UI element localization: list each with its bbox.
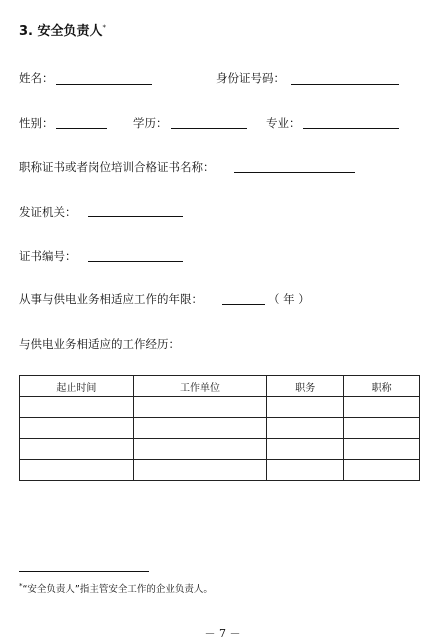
table-row [20,418,420,439]
table-cell[interactable] [267,397,344,418]
table-cell[interactable] [133,397,267,418]
table-cell[interactable] [267,460,344,481]
footnote-divider [19,571,149,572]
education-field[interactable] [171,128,247,129]
experience-table [19,375,420,481]
gender-label: 性别： [19,116,54,130]
table-cell[interactable] [133,418,267,439]
name-label: 姓名： [19,71,54,85]
footnote-marker: * [19,581,23,590]
education-label: 学历： [133,116,168,130]
footnote [19,581,213,595]
header-employer: 工作单位 [133,376,267,397]
header-period: 起止时间 [20,376,134,397]
table-header-row [20,376,420,397]
title-footnote-marker: * [102,23,107,32]
table-cell[interactable] [133,460,267,481]
table-cell[interactable] [267,418,344,439]
table-cell[interactable] [344,460,420,481]
id-number-field[interactable] [291,84,399,85]
table-cell[interactable] [344,418,420,439]
header-position: 职务 [267,376,344,397]
certificate-name-field[interactable] [234,172,355,173]
table-row [20,439,420,460]
years-label: 从事与供电业务相适应工作的年限： [19,292,203,306]
issuer-label: 发证机关： [19,205,77,219]
table-cell[interactable] [344,397,420,418]
footnote-text: “安全负责人”指主管安全工作的企业负责人。 [22,584,213,595]
header-title: 职称 [344,376,420,397]
cert-number-label: 证书编号： [19,249,77,263]
major-field[interactable] [303,128,399,129]
page-number: － 7 － [204,627,241,640]
name-field[interactable] [56,84,152,85]
table-cell[interactable] [267,439,344,460]
major-label: 专业： [266,116,301,130]
table-cell[interactable] [133,439,267,460]
table-cell[interactable] [20,460,134,481]
table-cell[interactable] [20,418,134,439]
gender-field[interactable] [56,128,107,129]
certificate-name-label: 职称证书或者岗位培训合格证书名称： [19,160,215,174]
table-cell[interactable] [20,439,134,460]
years-unit: （ 年 ） [268,292,310,306]
issuer-field[interactable] [88,216,183,217]
cert-number-field[interactable] [88,261,183,262]
table-cell[interactable] [20,397,134,418]
table-cell[interactable] [344,439,420,460]
table-row [20,460,420,481]
section-title: 3. 安全负责人* [19,23,107,39]
id-number-label: 身份证号码： [216,71,285,85]
years-field[interactable] [222,304,265,305]
experience-label: 与供电业务相适应的工作经历： [19,337,180,351]
table-row [20,397,420,418]
